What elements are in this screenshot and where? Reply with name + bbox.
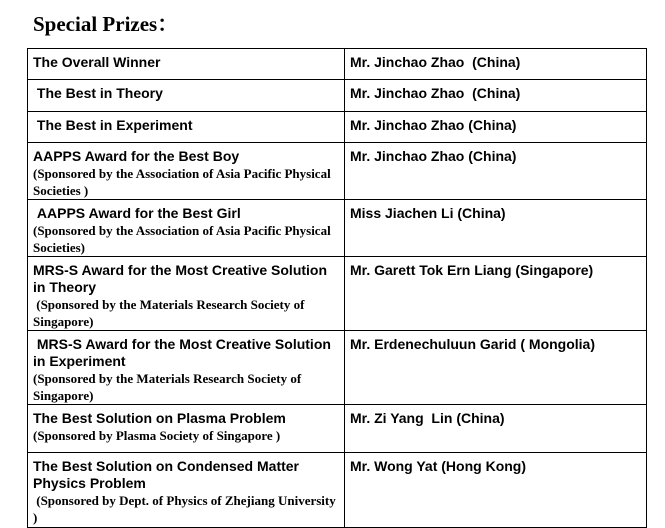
winner-name: Mr. Zi Yang Lin (China) — [350, 410, 505, 426]
table-row — [28, 112, 647, 143]
table-row — [28, 80, 647, 112]
award-name: MRS-S Award for the Most Creative Solution in Theory — [33, 262, 331, 295]
sponsor-note: (Sponsored by the Materials Research Society of Singapore) — [33, 297, 308, 329]
award-name: The Best in Experiment — [33, 117, 193, 133]
winner-name: Mr. Erdenechuluun Garid ( Mongolia) — [350, 336, 596, 352]
winner-cell — [345, 80, 647, 112]
table-row — [28, 257, 647, 331]
winner-cell — [345, 453, 647, 528]
table-row — [28, 143, 647, 200]
award-cell — [28, 257, 345, 331]
winner-name: Mr. Jinchao Zhao (China) — [350, 117, 517, 133]
table-row — [28, 49, 647, 80]
award-name: The Best in Theory — [33, 85, 163, 101]
winner-name: Mr. Jinchao Zhao (China) — [350, 54, 521, 70]
award-name: The Overall Winner — [33, 54, 161, 70]
award-name: The Best Solution on Plasma Problem — [33, 410, 286, 426]
winner-cell — [345, 200, 647, 257]
award-cell — [28, 453, 345, 528]
award-cell — [28, 112, 345, 143]
winner-cell — [345, 257, 647, 331]
award-name: The Best Solution on Condensed Matter Physics Problem — [33, 458, 303, 491]
award-cell — [28, 143, 345, 200]
award-cell — [28, 49, 345, 80]
winner-cell — [345, 112, 647, 143]
table-row — [28, 453, 647, 528]
winner-name: Mr. Wong Yat (Hong Kong) — [350, 458, 527, 474]
winner-cell — [345, 405, 647, 453]
winner-cell — [345, 49, 647, 80]
award-name: MRS-S Award for the Most Creative Solution in Experiment — [33, 336, 335, 369]
sponsor-note: (Sponsored by Dept. of Physics of Zhejiang University ) — [33, 493, 340, 525]
sponsor-note: (Sponsored by the Association of Asia Pacific Physical Societies) — [33, 223, 334, 255]
award-cell — [28, 200, 345, 257]
winner-name: Mr. Jinchao Zhao (China) — [350, 148, 517, 164]
table-row — [28, 405, 647, 453]
sponsor-note: (Sponsored by the Association of Asia Pacific Physical Societies ) — [33, 166, 334, 198]
award-name: AAPPS Award for the Best Girl — [33, 205, 241, 221]
table-row — [28, 200, 647, 257]
award-cell — [28, 405, 345, 453]
winner-cell — [345, 331, 647, 405]
table-row — [28, 331, 647, 405]
award-name: AAPPS Award for the Best Boy — [33, 148, 240, 164]
winner-name: Miss Jiachen Li (China) — [350, 205, 506, 221]
award-cell — [28, 80, 345, 112]
winner-cell — [345, 143, 647, 200]
sponsor-note: (Sponsored by Plasma Society of Singapore ) — [33, 428, 281, 443]
page-heading: Special Prizes： — [33, 12, 179, 36]
winner-name: Mr. Garett Tok Ern Liang (Singapore) — [350, 262, 594, 278]
sponsor-note: (Sponsored by the Materials Research Society of Singapore) — [33, 371, 305, 403]
winner-name: Mr. Jinchao Zhao (China) — [350, 85, 521, 101]
special-prizes-table — [27, 48, 647, 528]
award-cell — [28, 331, 345, 405]
